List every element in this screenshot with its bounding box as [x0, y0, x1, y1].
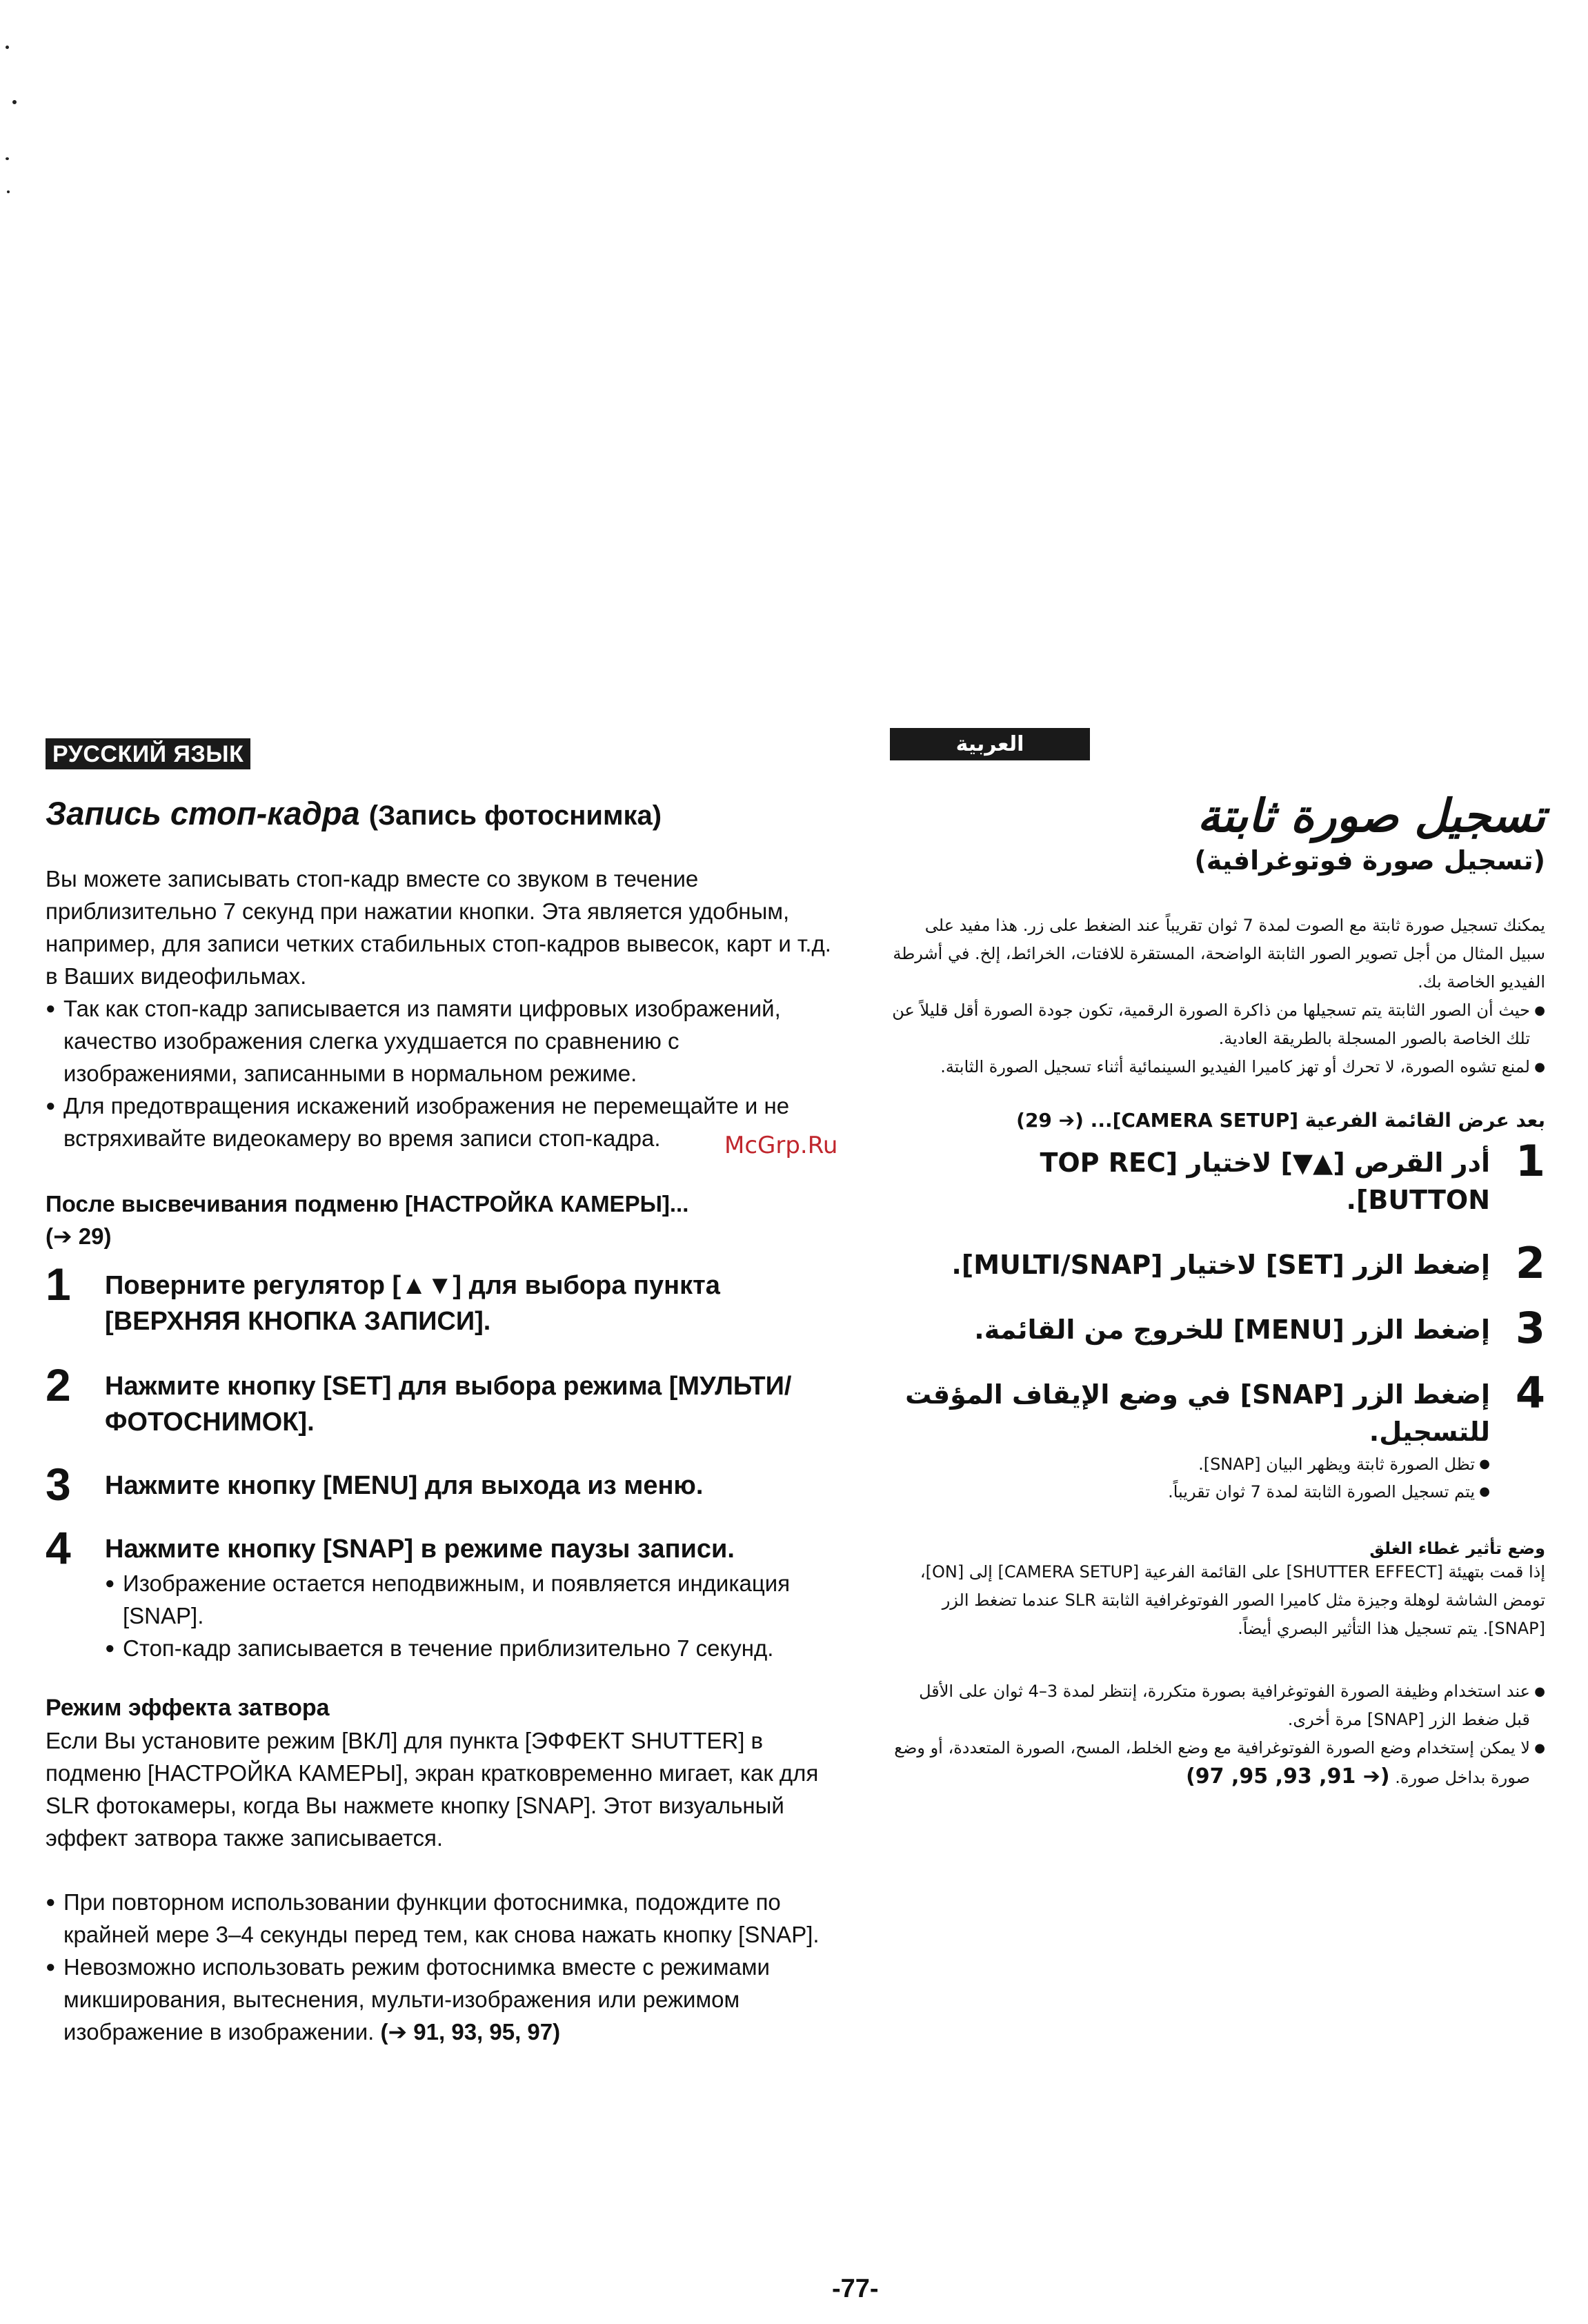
step-number: 3: [1515, 1303, 1545, 1353]
final-notes-list: [46, 1886, 832, 2048]
note-item: ● تظل الصورة ثابتة ويظهر البيان [SNAP].: [890, 1450, 1490, 1478]
scan-speck: [12, 100, 17, 104]
step-number: 4: [46, 1522, 71, 1573]
step-4: [46, 1522, 832, 1664]
step-4-notes-arabic: [890, 1450, 1490, 1506]
step-1: [46, 1259, 832, 1339]
note-text: لا يمكن إستخدام وضع الصورة الفوتوغرافية مع وضع الخلط، المسح، الصورة المتعددة، أو وضع صورة بداخل صورة.: [894, 1738, 1530, 1787]
scan-speck: [6, 46, 9, 49]
submenu-note: После высвечивания подменю [НАСТРОЙКА КАМЕРЫ]...: [46, 1191, 689, 1217]
note-text: Невозможно использовать режим фотоснимка вместе с режимами микширования, вытеснения, мульти-изображения или режимом изображение в изображении.: [63, 1954, 770, 2045]
watermark: McGrp.Ru: [724, 1132, 838, 1159]
badge-wrap: [890, 728, 1545, 760]
note-item: ● Стоп-кадр записывается в течение приблизительно 7 секунд.: [105, 1632, 832, 1664]
step-text: Нажмите кнопку [SET] для выбора режима [МУЛЬТИ/ФОТОСНИМОК].: [105, 1372, 792, 1437]
language-badge-russian: РУССКИЙ ЯЗЫК: [46, 738, 250, 769]
page-number: -77-: [832, 2274, 879, 2303]
note-item: ● عند استخدام وظيفة الصورة الفوتوغرافية بصورة متكررة، إنتظر لمدة 3–4 ثوان على الأقل قبل ضغط الزر [SNAP] مرة أخرى.: [890, 1677, 1545, 1734]
step-text: إضغط الزر [SNAP] في وضع الإيقاف المؤقت للتسجيل.: [905, 1379, 1490, 1447]
shutter-effect-heading-arabic: وضع تأثير غطاء الغلق: [1369, 1539, 1545, 1558]
note-item: ● Для предотвращения искажений изображения не перемещайте и не встряхивайте видеокамеру во время записи стоп-кадра.: [46, 1090, 832, 1154]
step-3-arabic: [890, 1303, 1545, 1353]
step-text: Нажмите кнопку [MENU] для выхода из меню.: [105, 1471, 704, 1500]
arabic-column: [890, 728, 1545, 1792]
note-item: ● يتم تسجيل الصورة الثابتة لمدة 7 ثوان تقريباً.: [890, 1478, 1490, 1506]
note-item: [46, 1951, 832, 2048]
note-item: [890, 1734, 1545, 1792]
intro-paragraph-arabic: يمكنك تسجيل صورة ثابتة مع الصوت لمدة 7 ثوان تقريباً عند الضغط على زر. هذا مفيد على سبيل المثال من أجل تصوير الصور الثابتة الواضحة، المستقرة للافتات، الخرائط، إلخ. في أشرطة الفيديو الخاصة بك.: [893, 916, 1545, 992]
step-text: إضغط الزر [MENU] للخروج من القائمة.: [974, 1314, 1490, 1345]
step-2-arabic: [890, 1238, 1545, 1288]
section-title-russian: [46, 794, 832, 832]
notes-list-arabic: [890, 996, 1545, 1081]
step-text: أدر القرص [▲▼] لاختيار [TOP REC BUTTON].: [1040, 1148, 1490, 1215]
title-main: Запись стоп-кадра: [46, 795, 360, 831]
step-number: 1: [1515, 1136, 1545, 1186]
page-reference: (➔ 91, 93, 95, 97): [1186, 1764, 1390, 1789]
step-number: 2: [46, 1359, 71, 1410]
submenu-instruction-arabic: بعد عرض القائمة الفرعية [CAMERA SETUP]... (➔ 29): [1016, 1109, 1545, 1132]
step-text: إضغط الزر [SET] لاختيار [MULTI/SNAP].: [951, 1250, 1490, 1280]
title-subtitle-arabic: (تسجيل صورة فوتوغرافية): [1194, 845, 1545, 876]
note-item: ● Изображение остается неподвижным, и появляется индикация [SNAP].: [105, 1567, 832, 1632]
submenu-instruction: [46, 1188, 832, 1252]
step-number: 1: [46, 1259, 71, 1310]
step-2: [46, 1359, 832, 1440]
scan-speck: [6, 157, 9, 160]
step-text: Нажмите кнопку [SNAP] в режиме паузы записи.: [105, 1535, 735, 1564]
shutter-effect-text: Если Вы установите режим [ВКЛ] для пункта [ЭФФЕКТ SHUTTER] в подменю [НАСТРОЙКА КАМЕРЫ], экран кратковременно мигает, как для SLR фотокамеры, когда Вы нажмете кнопку [SNAP]. Этот визуальный эффект затвора также записывается.: [46, 1728, 819, 1851]
note-item: ● При повторном использовании функции фотоснимка, подождите по крайней мере 3–4 секунды перед тем, как снова нажать кнопку [SNAP].: [46, 1886, 832, 1951]
step-3: [46, 1459, 832, 1510]
final-notes-list-arabic: [890, 1677, 1545, 1792]
step-4-notes: [105, 1567, 832, 1664]
title-subtitle: (Запись фотоснимка): [368, 800, 662, 831]
step-4-arabic: [890, 1368, 1545, 1506]
step-number: 4: [1515, 1368, 1545, 1418]
note-item: ● حيث أن الصور الثابتة يتم تسجيلها من ذاكرة الصورة الرقمية، تكون جودة الصورة أقل قليلاً عن تلك الخاصة بالصور المسجلة بالطريقة العادية.: [890, 996, 1545, 1053]
step-number: 3: [46, 1459, 71, 1510]
step-number: 2: [1515, 1238, 1545, 1288]
notes-list: [46, 992, 832, 1154]
shutter-effect-text-arabic: إذا قمت بتهيئة [SHUTTER EFFECT] على القائمة الفرعية [CAMERA SETUP] إلى [ON]، تومض الشاشة لوهلة وجيزة مثل كاميرا الصور الفوتوغرافية الثابتة SLR عندما تضغط الزر [SNAP]. يتم تسجيل هذا التأثير البصري أيضاً.: [920, 1562, 1545, 1638]
step-1-arabic: [890, 1136, 1545, 1219]
language-badge-arabic: العربية: [890, 728, 1090, 760]
step-text: Поверните регулятор [▲▼] для выбора пункта [ВЕРХНЯЯ КНОПКА ЗАПИСИ].: [105, 1271, 720, 1336]
section-title-arabic: تسجيل صورة ثابتة: [1197, 789, 1545, 843]
intro-paragraph: Вы можете записывать стоп-кадр вместе со звуком в течение приблизительно 7 секунд при нажатии кнопки. Эта является удобным, например, для записи четких стабильных стоп-кадров вывесок, карт и т.д. в Ваших видеофильмах.: [46, 866, 831, 989]
note-item: ● لمنع تشوه الصورة، لا تحرك أو تهز كاميرا الفيديو السينمائية أثناء تسجيل الصورة الثابتة.: [890, 1053, 1545, 1081]
scan-speck: [7, 190, 10, 193]
russian-column: [46, 738, 832, 2048]
note-item: ● Так как стоп-кадр записывается из памяти цифровых изображений, качество изображения слегка ухудшается по сравнению с изображениями, записанными в нормальном режиме.: [46, 992, 832, 1090]
page-reference: (➔ 29): [46, 1223, 112, 1249]
page-reference: (➔ 91, 93, 95, 97): [380, 2019, 561, 2045]
shutter-effect-heading: Режим эффекта затвора: [46, 1695, 330, 1721]
